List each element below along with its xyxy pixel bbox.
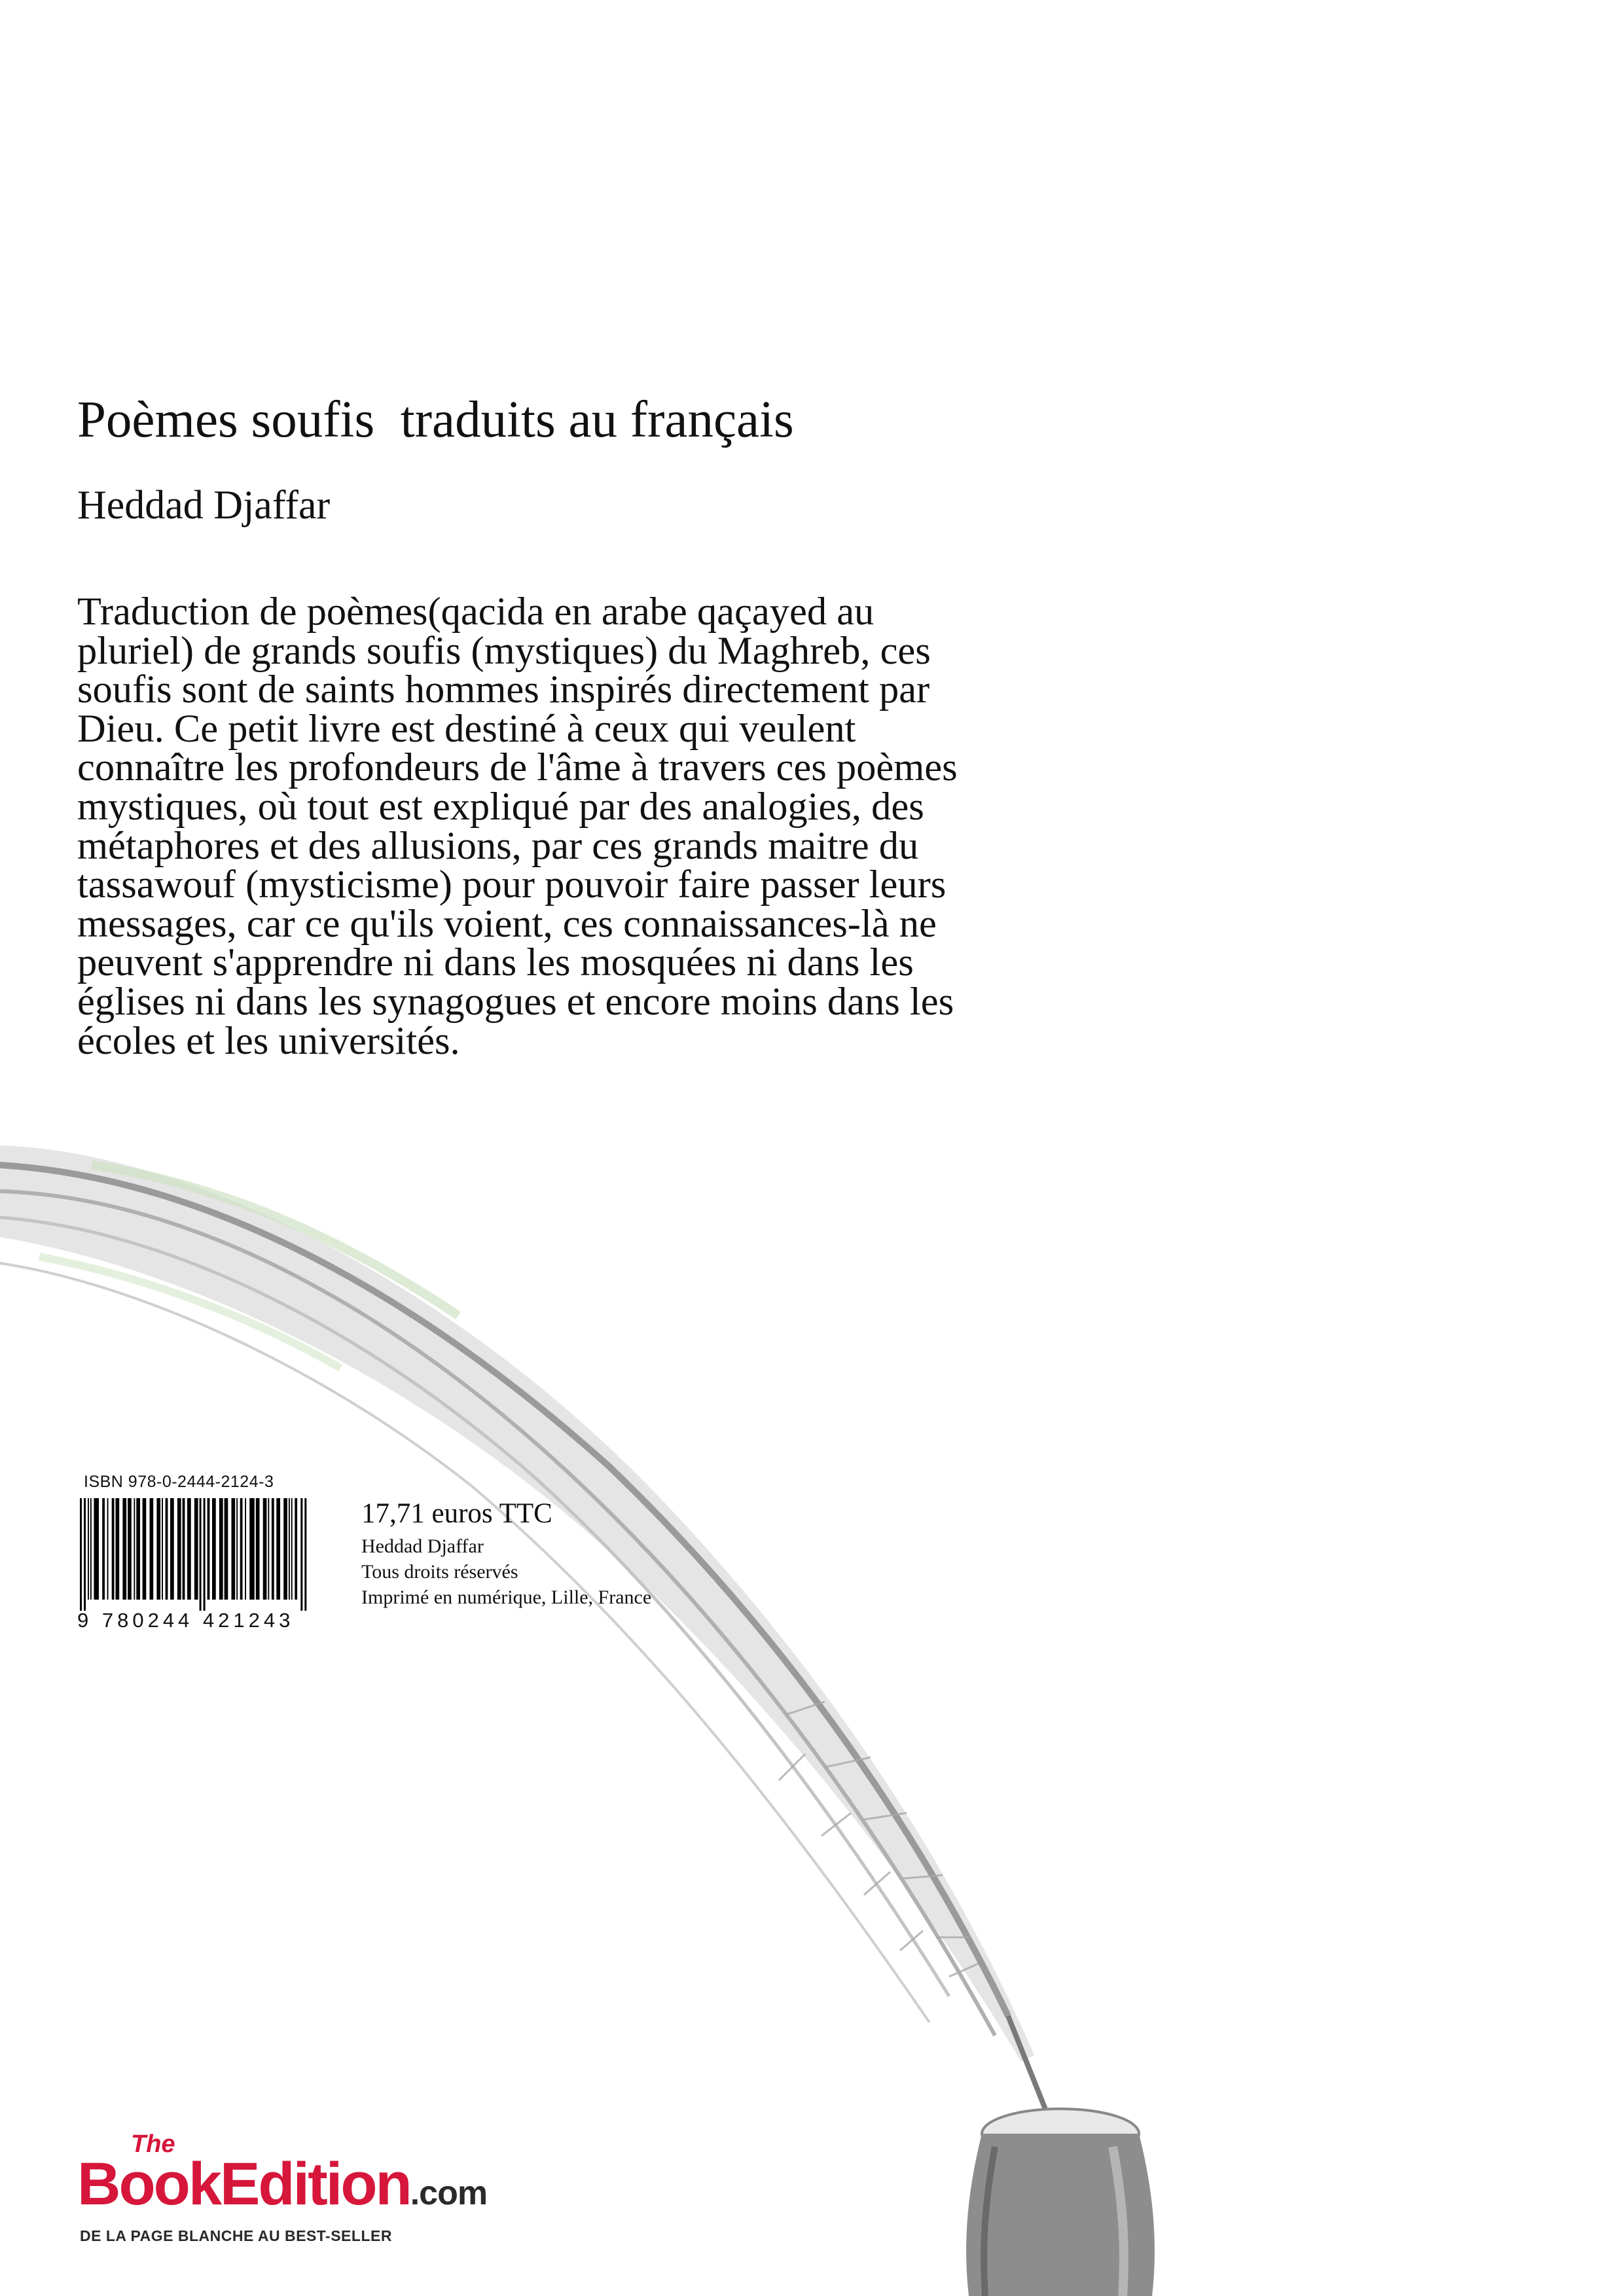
price: 17,71 euros TTC bbox=[361, 1498, 552, 1529]
barcode-digits: 9 780244 421243 bbox=[77, 1609, 295, 1632]
book-blurb bbox=[77, 590, 1229, 1063]
book-title: Poèmes soufis traduits au français bbox=[77, 391, 794, 448]
barcode bbox=[77, 1498, 326, 1613]
logo-tagline: DE LA PAGE BLANCHE AU BEST-SELLER bbox=[80, 2227, 392, 2244]
isbn-label: ISBN 978-0-2444-2124-3 bbox=[84, 1473, 274, 1491]
blurb-line: églises ni dans les synagogues et encore moins dans les bbox=[77, 979, 954, 1024]
logo-the: The bbox=[131, 2130, 175, 2158]
blurb-line: pluriel) de grands soufis (mystiques) du Maghreb, ces bbox=[77, 628, 931, 673]
blurb-line: écoles et les universités. bbox=[77, 1018, 460, 1063]
blurb-line: soufis sont de saints hommes inspirés directement par bbox=[77, 668, 930, 712]
blurb-line: tassawouf (mysticisme) pour pouvoir faire passer leurs bbox=[77, 863, 947, 907]
publication-info bbox=[361, 1498, 651, 1610]
book-author: Heddad Djaffar bbox=[77, 483, 331, 528]
blurb-line: métaphores et des allusions, par ces grands maitre du bbox=[77, 823, 919, 868]
logo-wordmark bbox=[77, 2150, 487, 2219]
info-author: Heddad Djaffar bbox=[361, 1535, 484, 1557]
inkwell-icon bbox=[966, 2109, 1155, 2296]
blurb-line: mystiques, où tout est expliqué par des analogies, des bbox=[77, 784, 924, 829]
blurb-line: connaître les profondeurs de l'âme à travers ces poèmes bbox=[77, 745, 958, 790]
logo-name: BookEdition bbox=[77, 2151, 410, 2217]
isbn-barcode-block bbox=[77, 1473, 326, 1632]
logo-domain: .com bbox=[410, 2174, 488, 2212]
publisher-logo bbox=[77, 2130, 488, 2261]
quill-feather-inkwell-icon bbox=[0, 1126, 1165, 2296]
blurb-line: peuvent s'apprendre ni dans les mosquées ni dans les bbox=[77, 941, 914, 985]
blurb-line: Traduction de poèmes(qacida en arabe qaçayed au bbox=[77, 590, 875, 634]
info-rights: Tous droits réservés bbox=[361, 1561, 518, 1583]
info-printing: Imprimé en numérique, Lille, France bbox=[361, 1587, 652, 1608]
blurb-line: Dieu. Ce petit livre est destiné à ceux qui veulent bbox=[77, 706, 856, 751]
blurb-line: messages, car ce qu'ils voient, ces connaissances-là ne bbox=[77, 901, 937, 946]
